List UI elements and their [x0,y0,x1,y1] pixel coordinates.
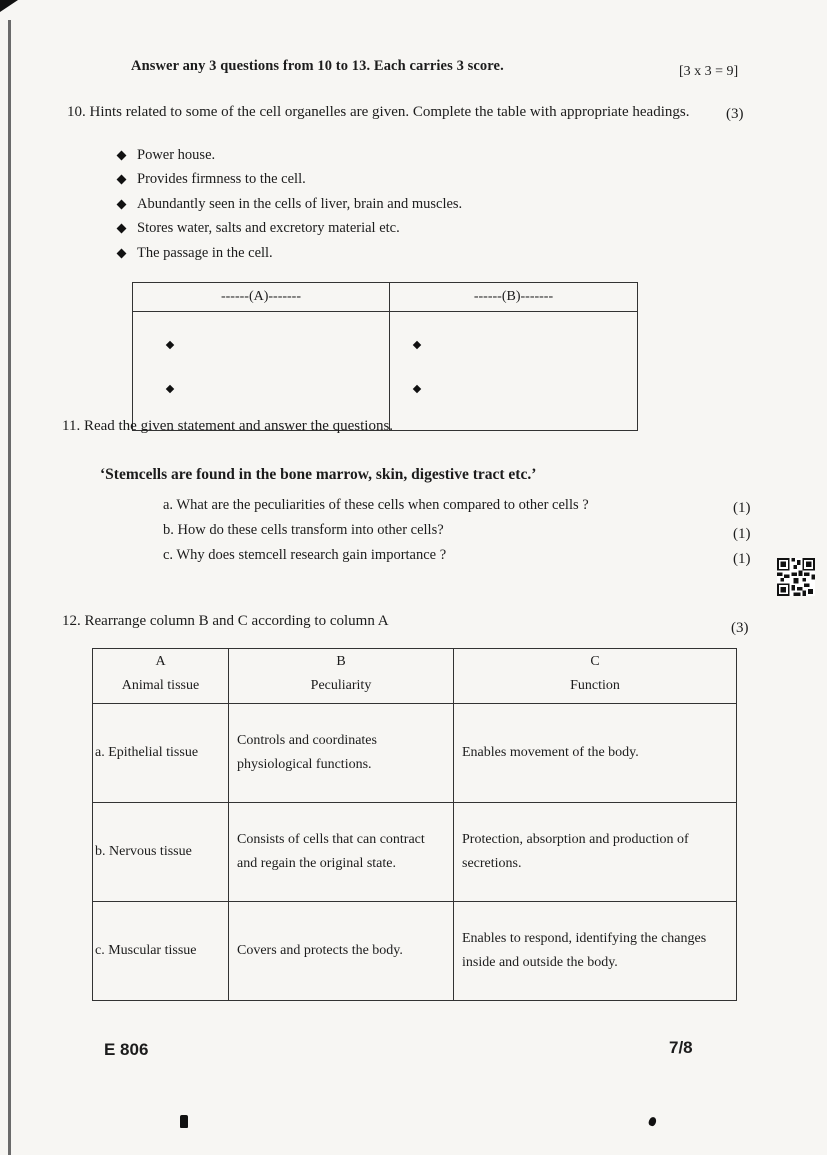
sub-question-a-marks: (1) [733,500,751,516]
ink-mark [180,1115,188,1128]
peculiarity-cell: Covers and protects the body. [229,902,454,1001]
hints-list [118,143,462,266]
tissue-cell: b. Nervous tissue [93,803,229,902]
hint-item: Provides firmness to the cell. [118,168,462,193]
bullet-icon [117,224,127,234]
bullet-icon [166,385,174,393]
table-row [93,803,737,902]
peculiarity-cell: Controls and coordinates physiological functions. [229,704,454,803]
tissue-table [92,648,737,1001]
sub-question-a: a. What are the peculiarities of these cells when compared to other cells ? [163,497,589,513]
bullet-icon [117,248,127,258]
column-b-heading: ------(B)------- [390,283,638,312]
question-11-text: 11. Read the given statement and answer the questions. [62,418,394,434]
column-a-heading: ------(A)------- [133,283,390,312]
function-cell: Protection, absorption and production of secretions. [454,803,737,902]
sub-question-c-marks: (1) [733,551,751,567]
bullet-icon [166,341,174,349]
hint-item: Abundantly seen in the cells of liver, brain and muscles. [118,192,462,217]
qr-code-icon [777,558,815,596]
sub-question-b-marks: (1) [733,526,751,542]
organelle-table [132,282,638,431]
section-score: [3 x 3 = 9] [679,64,739,79]
bullet-icon [413,341,421,349]
bullet-icon [117,175,127,185]
hint-item: Power house. [118,143,462,168]
hint-item: Stores water, salts and excretory material etc. [118,217,462,242]
page-edge-line [8,20,11,1155]
peculiarity-cell: Consists of cells that can contract and regain the original state. [229,803,454,902]
question-10-marks: (3) [726,106,744,122]
header-b: B Peculiarity [229,649,454,704]
page-corner-mark [0,0,18,12]
column-b-cell [390,312,638,431]
stemcell-statement: ‘Stemcells are found in the bone marrow, skin, digestive tract etc.’ [100,466,537,483]
function-cell: Enables movement of the body. [454,704,737,803]
question-10-text: 10. Hints related to some of the cell organelles are given. Complete the table with appropriate headings. [67,104,690,120]
question-12-marks: (3) [731,620,749,636]
column-a-cell [133,312,390,431]
sub-question-c: c. Why does stemcell research gain importance ? [163,547,447,563]
table-row [93,704,737,803]
header-a: A Animal tissue [93,649,229,704]
function-cell: Enables to respond, identifying the changes inside and outside the body. [454,902,737,1001]
tissue-cell: c. Muscular tissue [93,902,229,1001]
bullet-icon [117,150,127,160]
table-row [93,902,737,1001]
hint-item: The passage in the cell. [118,241,462,266]
bullet-icon [117,199,127,209]
section-instruction: Answer any 3 questions from 10 to 13. Each carries 3 score. [131,58,504,74]
page-number: 7/8 [669,1038,693,1057]
bullet-icon [413,385,421,393]
tissue-cell: a. Epithelial tissue [93,704,229,803]
question-12-text: 12. Rearrange column B and C according to column A [62,613,389,629]
sub-question-b: b. How do these cells transform into other cells? [163,522,444,538]
header-c: C Function [454,649,737,704]
paper-code: E 806 [104,1040,149,1059]
ink-mark [648,1116,658,1127]
